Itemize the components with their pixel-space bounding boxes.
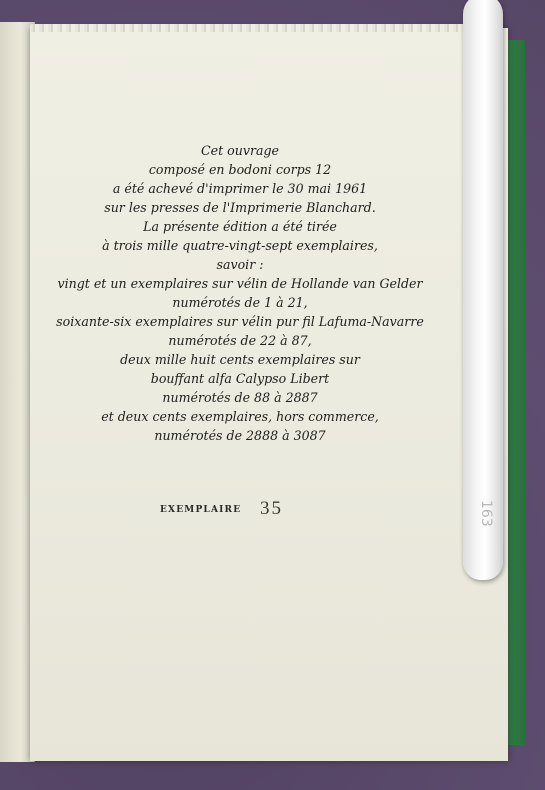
- colophon-line: vingt et un exemplaires sur vélin de Hollande van Gelder: [57, 276, 423, 291]
- colophon-line: savoir :: [216, 257, 264, 272]
- colophon-line: numérotés de 22 à 87,: [168, 333, 312, 348]
- colophon-line: bouffant alfa Calypso Libert: [150, 371, 330, 386]
- colophon-line: sur les presses de l'Imprimerie Blanchard.: [104, 200, 376, 215]
- exemplaire-number: 35: [260, 498, 283, 519]
- colophon-line: à trois mille quatre-vingt-sept exemplaires,: [102, 238, 378, 253]
- colophon-line: numérotés de 2888 à 3087: [154, 428, 326, 443]
- pencil-mark: 163: [478, 500, 494, 527]
- colophon-line: numérotés de 88 à 2887: [162, 390, 318, 405]
- copy-number-block: [160, 498, 360, 522]
- colophon-line: deux mille huit cents exemplaires sur: [120, 352, 360, 367]
- exemplaire-label: EXEMPLAIRE: [160, 505, 242, 515]
- colophon-line: a été achevé d'imprimer le 30 mai 1961: [112, 181, 368, 196]
- colophon-line: soixante-six exemplaires sur vélin pur fil Lafuma-Navarre: [56, 314, 424, 329]
- colophon-line: Cet ouvrage: [200, 143, 279, 158]
- colophon-line: composé en bodoni corps 12: [148, 162, 332, 177]
- colophon-line: numérotés de 1 à 21,: [172, 295, 308, 310]
- colophon-line: La présente édition a été tirée: [143, 219, 337, 234]
- white-pencil: [463, 0, 503, 580]
- colophon-line: et deux cents exemplaires, hors commerce,: [101, 409, 379, 424]
- colophon-text: [40, 141, 440, 445]
- deckle-edge: [30, 24, 470, 32]
